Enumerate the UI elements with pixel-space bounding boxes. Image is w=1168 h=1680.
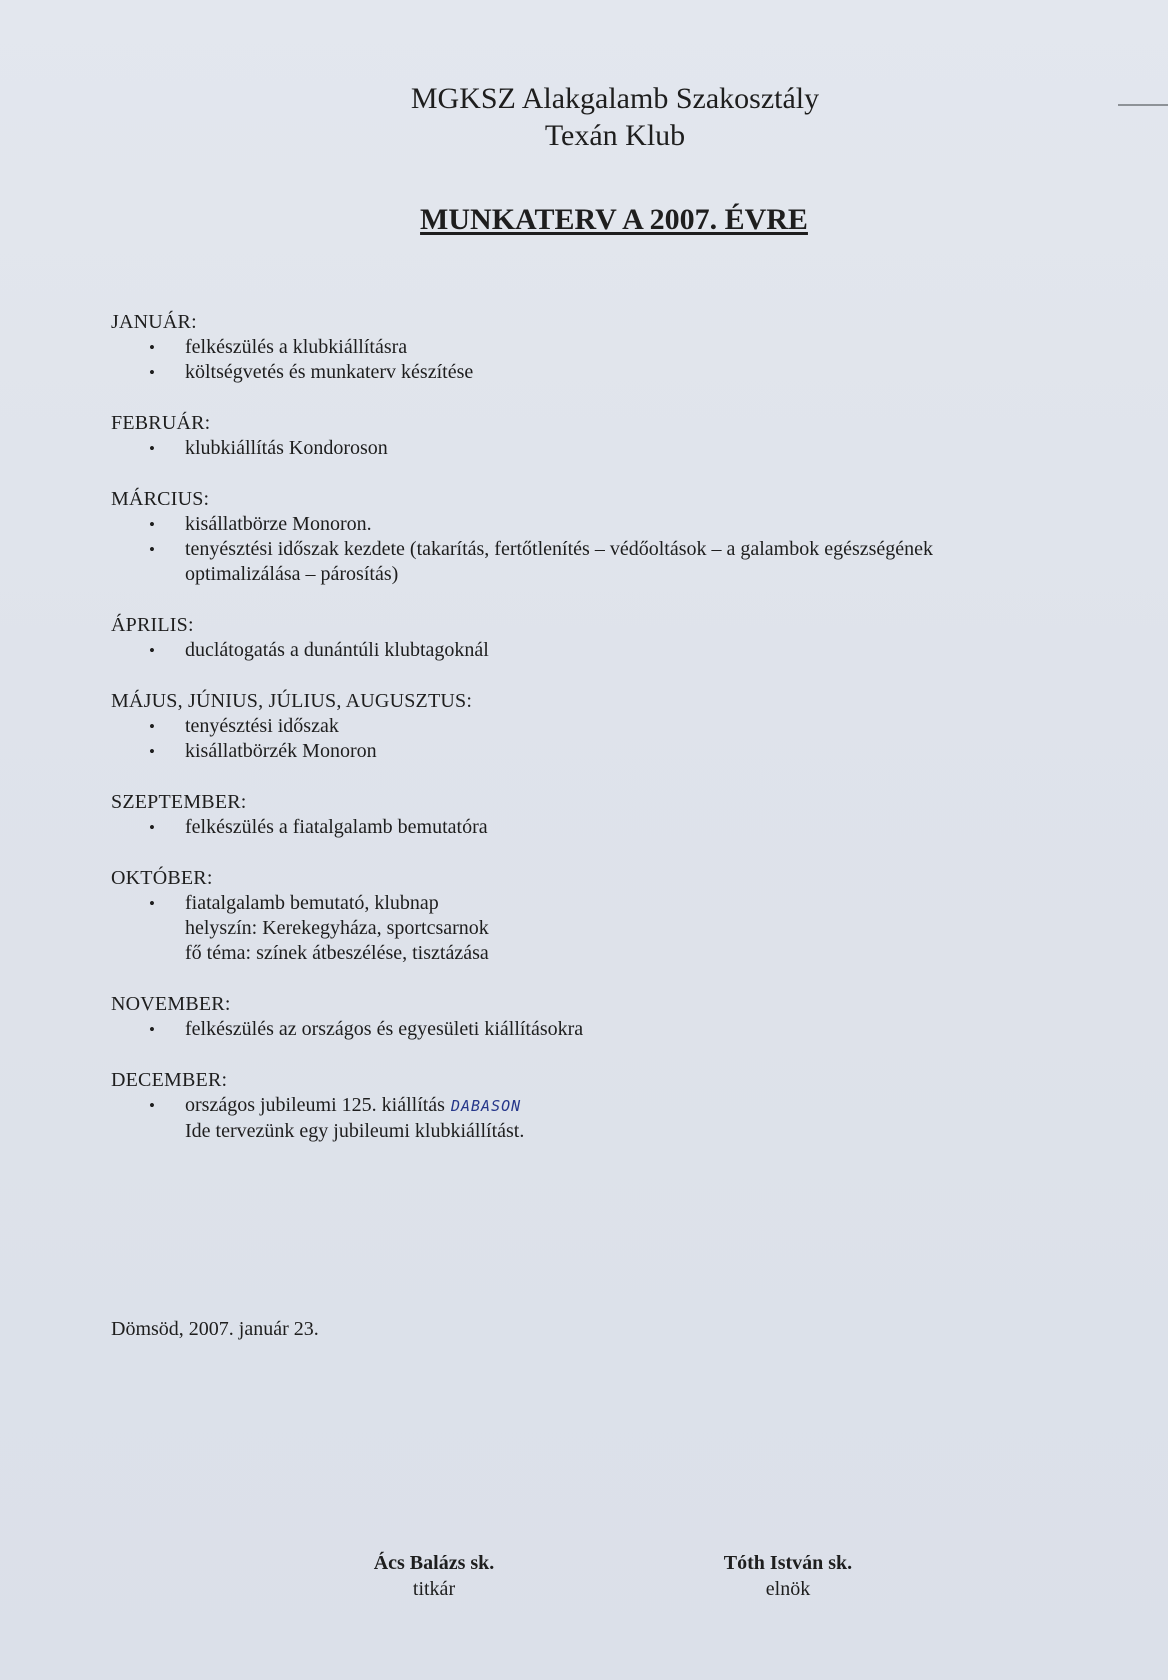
handwritten-note: DABASON [450,1097,522,1115]
list-item-text: költségvetés és munkaterv készítése [185,361,474,383]
list-item-line [185,1017,1071,1042]
month-item-list [111,714,1071,764]
list-item [111,436,1071,461]
list-item [111,638,1071,663]
month-section [111,613,1071,663]
month-item-list [111,891,1071,966]
signature-president [638,1550,938,1602]
list-item-line [185,537,1071,562]
month-heading: MÁRCIUS: [111,488,210,510]
club-name: Texán Klub [544,119,686,152]
list-item-line [185,891,1071,916]
month-section [111,1068,1071,1144]
month-section [111,411,1071,461]
list-item [111,739,1071,764]
list-item-text: helyszín: Kerekegyháza, sportcsarnok [185,917,489,939]
signature-name: Ács Balázs sk. [373,1552,495,1574]
month-heading: OKTÓBER: [111,867,213,889]
signature-secretary [284,1550,584,1602]
list-item-line [185,714,1071,739]
list-item [111,891,1071,966]
list-item-text: felkészülés a klubkiállításra [185,336,408,358]
list-item [111,360,1071,385]
month-heading: JANUÁR: [111,311,197,333]
list-item-text: tenyésztési időszak [185,715,339,737]
month-section [111,310,1071,385]
list-item-line [185,815,1071,840]
list-item-line [185,562,1071,587]
list-item-text: felkészülés a fiatalgalamb bemutatóra [185,816,488,838]
list-item-text: tenyésztési időszak kezdete (takarítás, fertőtlenítés – védőoltások – a galambok egészségének [185,538,934,560]
list-item [111,815,1071,840]
list-item-text: Ide tervezünk egy jubileumi klubkiállítást. [185,1120,525,1142]
list-item [111,512,1071,537]
month-item-list [111,638,1071,663]
month-item-list [111,335,1071,385]
month-section [111,689,1071,764]
month-section [111,790,1071,840]
list-item-text: országos jubileumi 125. kiállítás [185,1094,445,1116]
month-heading: MÁJUS, JÚNIUS, JÚLIUS, AUGUSZTUS: [111,690,473,712]
month-heading: ÁPRILIS: [111,614,194,636]
month-heading: DECEMBER: [111,1069,228,1091]
signature-role: elnök [765,1578,811,1600]
place-and-date: Dömsöd, 2007. január 23. [111,1318,319,1340]
list-item-line [185,1093,1071,1119]
list-item-text: kisállatbörze Monoron. [185,513,372,535]
document-header [0,80,1168,154]
list-item [111,1017,1071,1042]
list-item-text: duclátogatás a dunántúli klubtagoknál [185,639,489,661]
list-item-line [185,1119,1071,1144]
month-item-list [111,512,1071,587]
month-heading: FEBRUÁR: [111,412,211,434]
list-item-line [185,335,1071,360]
month-section [111,487,1071,587]
list-item-line [185,638,1071,663]
list-item-text: klubkiállítás Kondoroson [185,437,388,459]
list-item [111,335,1071,360]
list-item-line [185,436,1071,461]
list-item-line [185,739,1071,764]
month-heading: SZEPTEMBER: [111,791,247,813]
list-item [111,1093,1071,1144]
month-sections [111,310,1071,1170]
month-item-list [111,1017,1071,1042]
month-item-list [111,815,1071,840]
organization-name: MGKSZ Alakgalamb Szakosztály [410,82,820,115]
list-item [111,537,1071,587]
list-item-line [185,916,1071,941]
month-item-list [111,1093,1071,1144]
list-item-text: kisállatbörzék Monoron [185,740,377,762]
list-item-line [185,941,1071,966]
list-item-text: felkészülés az országos és egyesületi kiállításokra [185,1018,584,1040]
month-section [111,992,1071,1042]
month-heading: NOVEMBER: [111,993,231,1015]
signature-role: titkár [412,1578,456,1600]
month-section [111,866,1071,966]
month-item-list [111,436,1071,461]
list-item-text: optimalizálása – párosítás) [185,563,399,585]
signature-name: Tóth István sk. [723,1552,853,1574]
list-item-text: fő téma: színek átbeszélése, tisztázása [185,942,489,964]
document-title: MUNKATERV A 2007. ÉVRE [420,203,808,236]
list-item [111,714,1071,739]
list-item-text: fiatalgalamb bemutató, klubnap [185,892,439,914]
list-item-line [185,360,1071,385]
list-item-line [185,512,1071,537]
